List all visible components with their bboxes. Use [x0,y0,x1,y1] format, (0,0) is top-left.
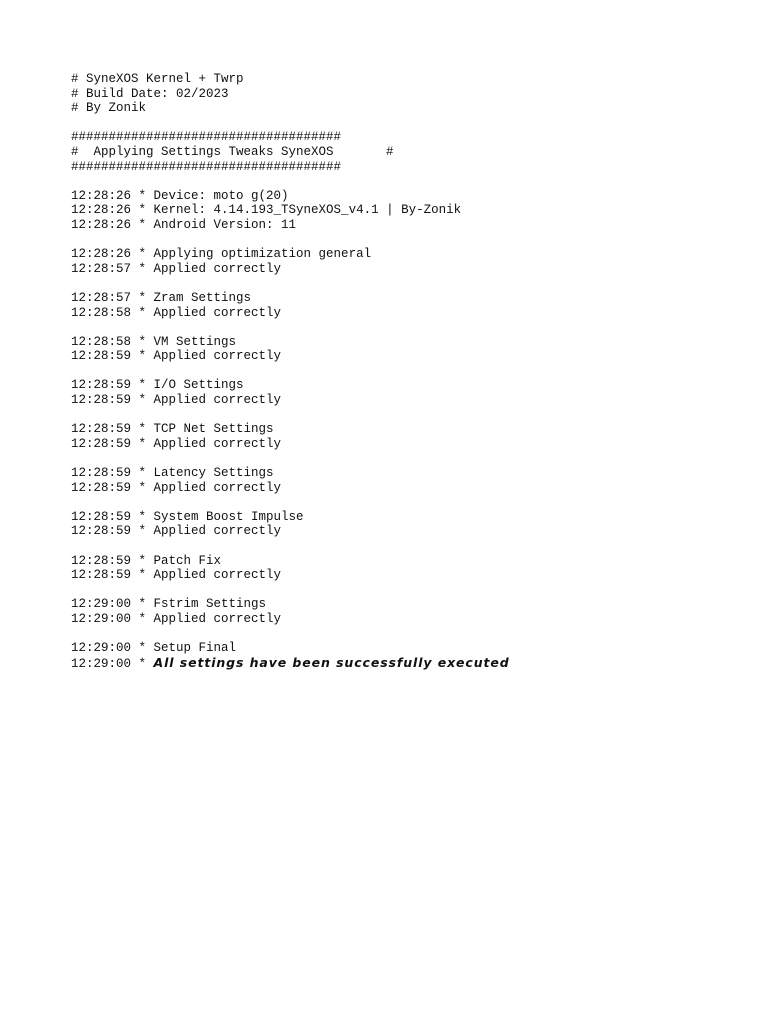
step-block [71,422,751,451]
timestamp: 12:28:59 [71,480,132,495]
step-start-line: 12:28:57 * Zram Settings [71,290,252,305]
banner-title: # Applying Settings Tweaks SyneXOS # [71,144,394,159]
step-name: TCP Net Settings [153,422,274,437]
device-info-text: Android Version: 11 [153,217,297,232]
step-result: Applied correctly [153,524,282,539]
timestamp: 12:28:59 [71,509,132,524]
spacer [71,495,751,510]
header-build-date-line: # Build Date: 02/2023 [71,86,229,101]
step-result: Applied correctly [153,349,282,364]
spacer [71,451,751,466]
banner-border-bottom: #################################### [71,159,342,174]
timestamp: 12:28:59 [71,349,132,364]
spacer [71,116,751,131]
spacer [71,233,751,248]
timestamp: 12:28:58 [71,305,132,320]
spacer [71,320,751,335]
step-name: Zram Settings [153,290,252,305]
spacer [71,408,751,423]
step-start-line: 12:28:59 * I/O Settings [71,378,244,393]
device-info-line: 12:28:26 * Device: moto g(20) [71,188,289,203]
step-result-line: 12:28:59 * Applied correctly [71,393,282,408]
device-info-block [71,189,751,233]
step-name: I/O Settings [153,378,244,393]
step-result: Applied correctly [153,568,282,583]
step-name: Fstrim Settings [153,597,267,612]
timestamp: 12:28:59 [71,524,132,539]
step-block [71,291,751,320]
timestamp: 12:28:59 [71,422,132,437]
final-result-line: 12:29:00 * All settings have been successfully executed [71,654,510,671]
device-info-line: 12:28:26 * Android Version: 11 [71,217,297,232]
step-result-line: 12:29:00 * Applied correctly [71,611,282,626]
timestamp: 12:28:59 [71,568,132,583]
timestamp: 12:28:26 [71,247,132,262]
step-name: Latency Settings [153,466,274,481]
log-output [71,72,751,670]
timestamp: 12:29:00 [71,597,132,612]
spacer [71,364,751,379]
final-start-line: 12:29:00 * Setup Final [71,641,237,656]
step-result-line: 12:28:59 * Applied correctly [71,436,282,451]
step-result-line: 12:28:58 * Applied correctly [71,305,282,320]
timestamp: 12:28:58 [71,334,132,349]
step-name: Patch Fix [153,553,222,568]
step-block [71,247,751,276]
step-name: Applying optimization general [153,247,372,262]
header-block [71,72,751,116]
step-name: System Boost Impulse [153,509,304,524]
step-block [71,554,751,583]
final-block [71,641,751,670]
spacer [71,276,751,291]
step-result-line: 12:28:59 * Applied correctly [71,524,282,539]
step-start-line: 12:28:58 * VM Settings [71,334,237,349]
step-result: Applied correctly [153,436,282,451]
timestamp: 12:28:26 [71,217,132,232]
step-start-line: 12:28:59 * System Boost Impulse [71,509,304,524]
step-result-line: 12:28:57 * Applied correctly [71,261,282,276]
step-result: Applied correctly [153,305,282,320]
timestamp: 12:28:59 [71,553,132,568]
step-start-line: 12:28:59 * Latency Settings [71,466,274,481]
spacer [71,539,751,554]
step-result: Applied correctly [153,611,282,626]
step-result-line: 12:28:59 * Applied correctly [71,568,282,583]
timestamp: 12:28:26 [71,203,132,218]
timestamp: 12:29:00 [71,641,132,656]
timestamp: 12:28:59 [71,466,132,481]
success-message: All settings have been successfully executed [153,654,510,670]
step-block [71,597,751,626]
step-start-line: 12:29:00 * Fstrim Settings [71,597,267,612]
step-start-line: 12:28:59 * TCP Net Settings [71,422,274,437]
timestamp: 12:29:00 [71,611,132,626]
device-info-text: Kernel: 4.14.193_TSyneXOS_v4.1 | By-Zonik [153,203,462,218]
spacer [71,627,751,642]
spacer [71,583,751,598]
timestamp: 12:28:59 [71,393,132,408]
step-result: Applied correctly [153,480,282,495]
timestamp: 12:28:59 [71,436,132,451]
banner-block [71,130,751,174]
step-result-line: 12:28:59 * Applied correctly [71,349,282,364]
timestamp: 12:28:59 [71,378,132,393]
spacer [71,174,751,189]
timestamp: 12:28:26 [71,188,132,203]
step-result: Applied correctly [153,393,282,408]
step-block [71,378,751,407]
timestamp: 12:28:57 [71,261,132,276]
device-info-text: Device: moto g(20) [153,188,289,203]
step-block [71,510,751,539]
final-step-name: Setup Final [153,641,237,656]
step-block [71,335,751,364]
step-result: Applied correctly [153,261,282,276]
banner-border-top: #################################### [71,130,342,145]
step-start-line: 12:28:26 * Applying optimization general [71,247,372,262]
step-name: VM Settings [153,334,237,349]
header-title-line: # SyneXOS Kernel + Twrp [71,72,244,86]
timestamp: 12:29:00 [71,656,132,671]
device-info-line: 12:28:26 * Kernel: 4.14.193_TSyneXOS_v4.1 | By-Zonik [71,203,462,218]
timestamp: 12:28:57 [71,290,132,305]
step-block [71,466,751,495]
header-author-line: # By Zonik [71,101,147,116]
step-start-line: 12:28:59 * Patch Fix [71,553,222,568]
step-result-line: 12:28:59 * Applied correctly [71,480,282,495]
